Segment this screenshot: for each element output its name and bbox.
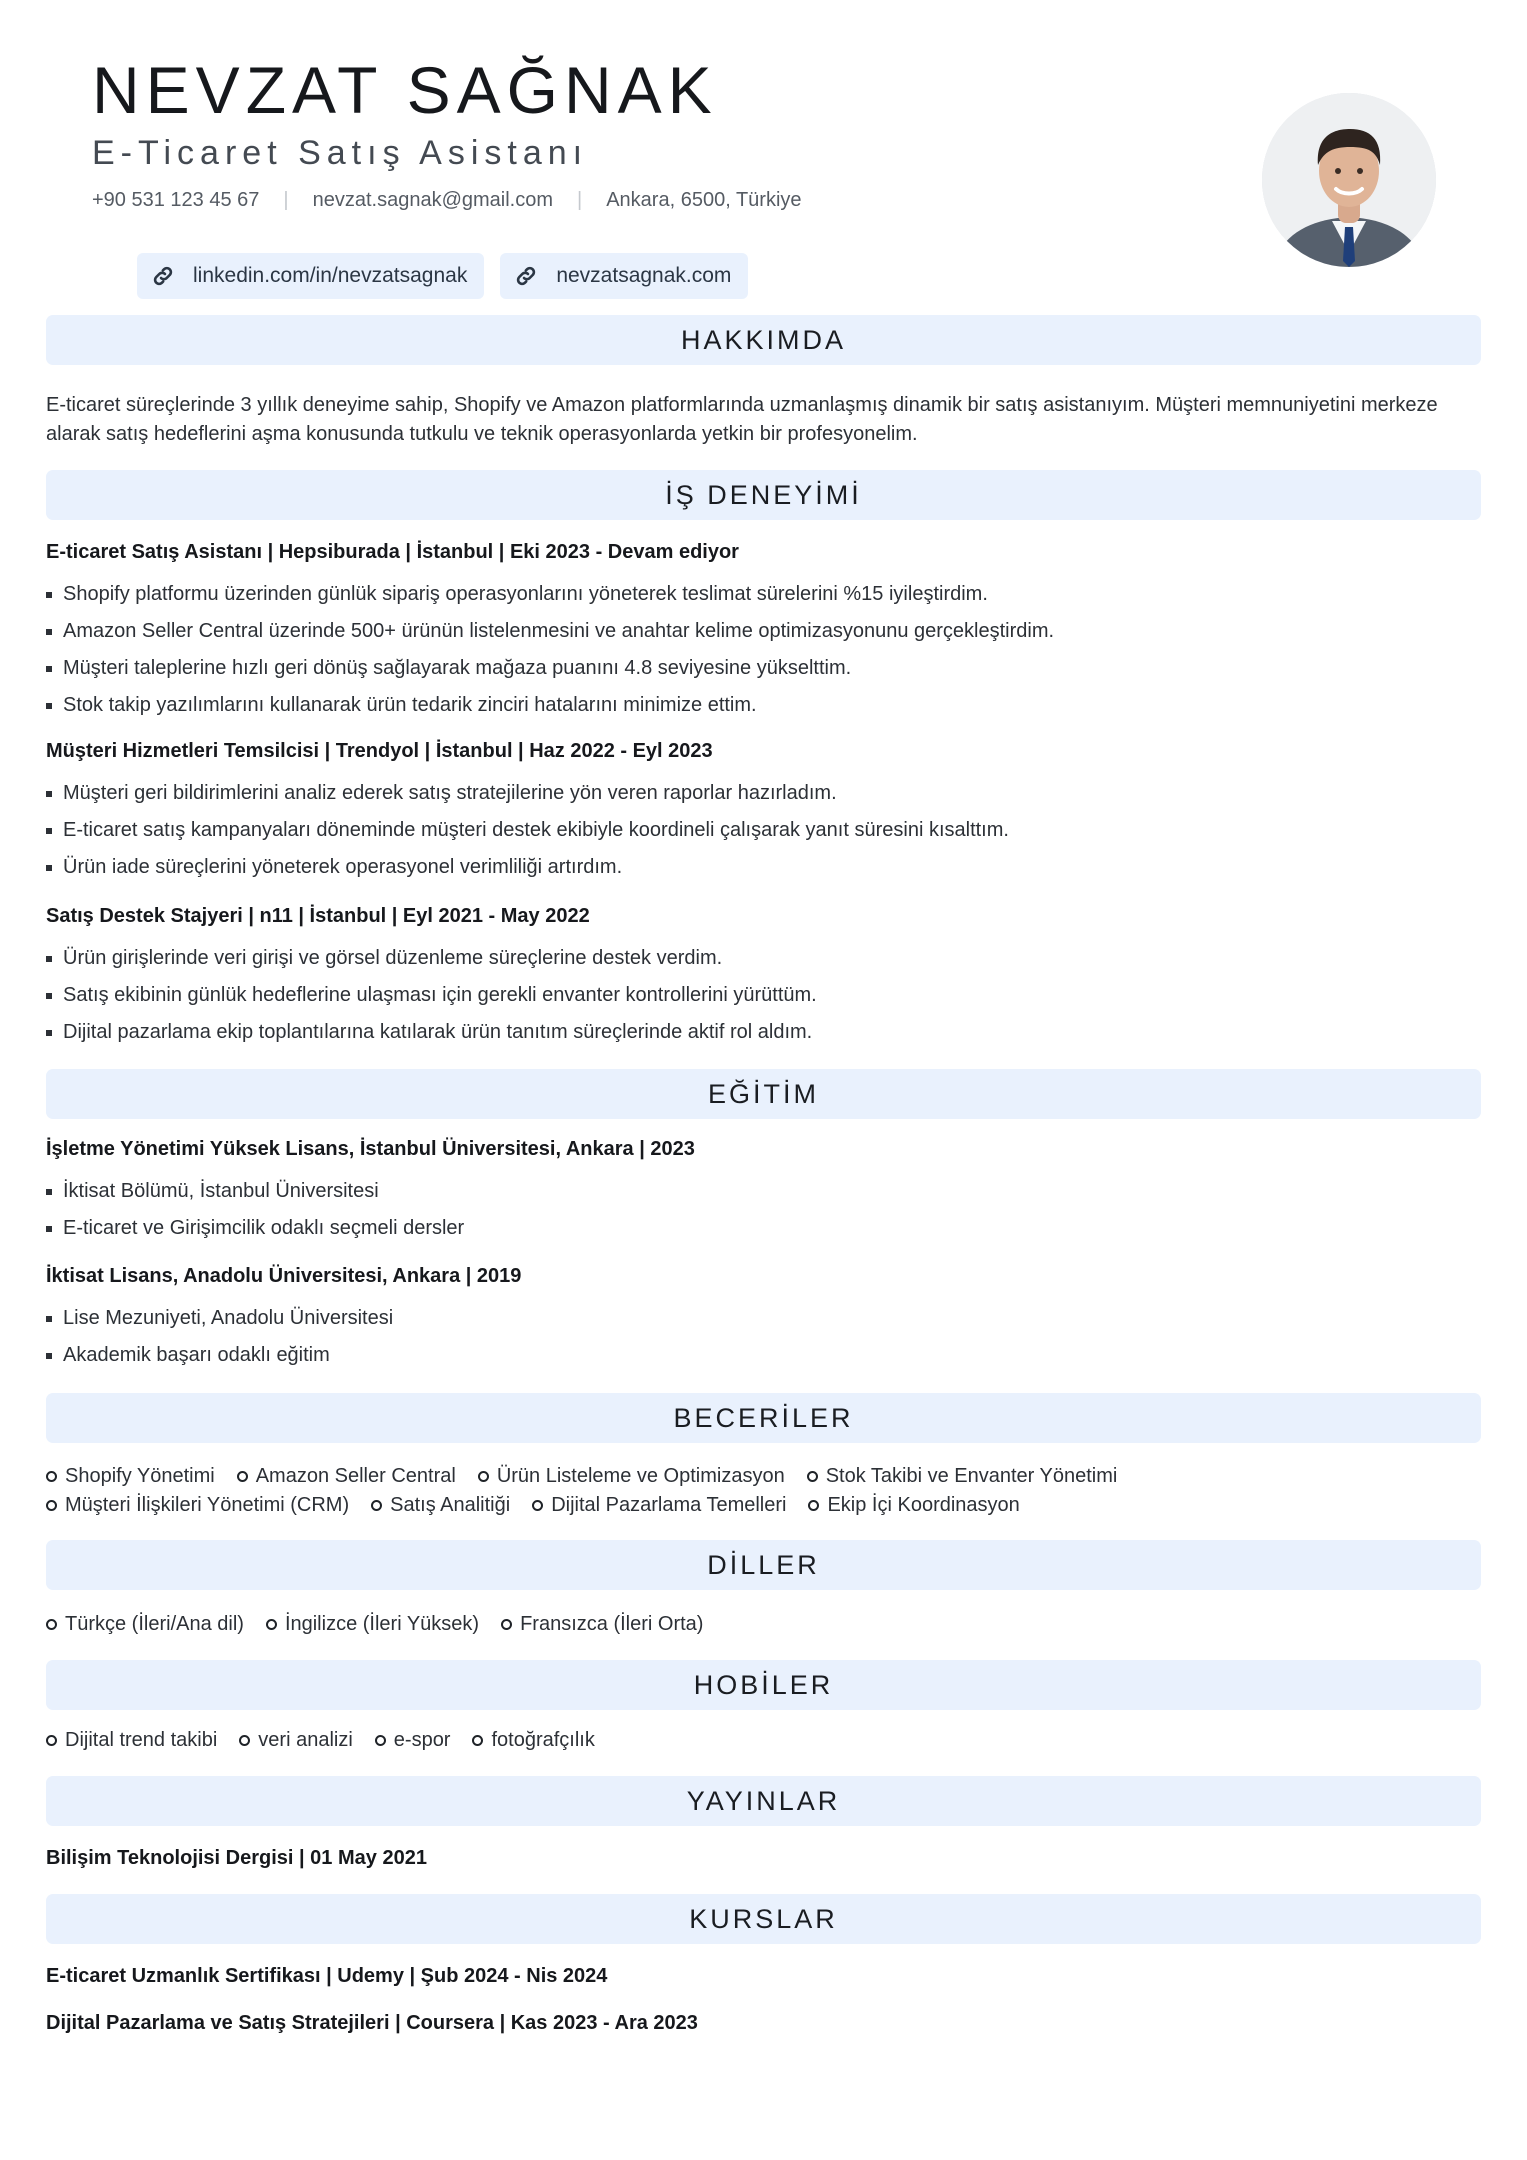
hobbies-row: [46, 1726, 617, 1755]
language-label: Fransızca (İleri Orta): [520, 1613, 704, 1635]
hobby-item: [239, 1729, 352, 1752]
skill-label: Ürün Listeleme ve Optimizasyon: [496, 1465, 785, 1487]
about-text: E-ticaret süreçlerinde 3 yıllık deneyime sahip, Shopify ve Amazon platformlarında uzmanlaşmış dinamik bir satış asistanıyım. Müşteri memnuniyetini merkeze alarak satış hedeflerini aşma konusunda tutkulu ve teknik operasyonlarda yetkin bir profesyonelim.: [46, 394, 1438, 445]
list-item: Amazon Seller Central üzerinde 500+ ürünün listelenmesini ve anahtar kelime optimizasyonunu gerçekleştirdim.: [46, 613, 1054, 650]
circle-bullet-icon: [371, 1500, 382, 1511]
skill-label: Shopify Yönetimi: [65, 1465, 215, 1487]
location: Ankara, 6500, Türkiye: [606, 189, 802, 211]
website-link-text: nevzatsagnak.com: [556, 264, 732, 287]
skills-list: [46, 1462, 1139, 1520]
profile-links: [137, 253, 748, 299]
language-item: [266, 1613, 479, 1636]
profile-photo: [1262, 93, 1436, 267]
list-item: Müşteri taleplerine hızlı geri dönüş sağlayarak mağaza puanını 4.8 seviyesine yükselttim.: [46, 650, 1054, 687]
skills-row: [46, 1491, 1139, 1520]
list-item: E-ticaret satış kampanyaları döneminde müşteri destek ekibiyle koordineli çalışarak yanıt süresini kısalttım.: [46, 812, 1009, 849]
linkedin-link[interactable]: [137, 253, 484, 299]
contact-line: [92, 189, 802, 212]
list-item: Akademik başarı odaklı eğitim: [46, 1337, 393, 1374]
circle-bullet-icon: [46, 1500, 57, 1511]
circle-bullet-icon: [532, 1500, 543, 1511]
list-item: Satış ekibinin günlük hedeflerine ulaşması için gerekli envanter kontrollerini yürüttüm.: [46, 977, 817, 1014]
circle-bullet-icon: [266, 1619, 277, 1630]
hobby-item: [472, 1729, 594, 1752]
skill-item: [808, 1494, 1019, 1517]
website-link[interactable]: [500, 253, 748, 299]
hobby-label: fotoğrafçılık: [491, 1729, 595, 1751]
hobby-item: [375, 1729, 451, 1752]
circle-bullet-icon: [375, 1735, 386, 1746]
skill-item: [371, 1494, 510, 1517]
list-item: İktisat Bölümü, İstanbul Üniversitesi: [46, 1173, 464, 1210]
language-label: Türkçe (İleri/Ana dil): [65, 1613, 244, 1635]
skill-item: [478, 1465, 785, 1488]
hobby-label: veri analizi: [258, 1729, 353, 1751]
publication-item: Bilişim Teknolojisi Dergisi | 01 May 2021: [46, 1847, 427, 1869]
circle-bullet-icon: [46, 1735, 57, 1746]
languages-row: [46, 1610, 725, 1639]
publications-section-header: YAYINLAR: [46, 1776, 1481, 1826]
avatar: [1262, 93, 1436, 267]
skill-label: Müşteri İlişkileri Yönetimi (CRM): [65, 1494, 350, 1516]
experience-section-header: İŞ DENEYİMİ: [46, 470, 1481, 520]
hobby-item: [46, 1729, 217, 1752]
email-address[interactable]: nevzat.sagnak@gmail.com: [312, 189, 554, 211]
language-label: İngilizce (İleri Yüksek): [284, 1613, 480, 1635]
education-title: İşletme Yönetimi Yüksek Lisans, İstanbul Üniversitesi, Ankara | 2023: [46, 1138, 695, 1160]
skill-item: [46, 1465, 215, 1488]
skills-section-header: BECERİLER: [46, 1393, 1481, 1443]
candidate-role: E-Ticaret Satış Asistanı: [92, 134, 589, 172]
skill-label: Satış Analitiği: [390, 1494, 511, 1516]
skill-item: [46, 1494, 349, 1517]
contact-separator: |: [283, 189, 289, 211]
course-item: Dijital Pazarlama ve Satış Stratejileri | Coursera | Kas 2023 - Ara 2023: [46, 2012, 698, 2034]
link-icon: [151, 264, 175, 288]
circle-bullet-icon: [237, 1471, 248, 1482]
circle-bullet-icon: [807, 1471, 818, 1482]
resume-header: [46, 0, 1481, 312]
circle-bullet-icon: [478, 1471, 489, 1482]
education-title: İktisat Lisans, Anadolu Üniversitesi, Ankara | 2019: [46, 1265, 522, 1287]
job-bullets: [46, 576, 1054, 724]
skill-item: [807, 1465, 1118, 1488]
job-title: E-ticaret Satış Asistanı | Hepsiburada | İstanbul | Eki 2023 - Devam ediyor: [46, 541, 739, 563]
skills-row: [46, 1462, 1139, 1491]
list-item: E-ticaret ve Girişimcilik odaklı seçmeli dersler: [46, 1210, 464, 1247]
skill-label: Amazon Seller Central: [255, 1465, 456, 1487]
courses-section-header: KURSLAR: [46, 1894, 1481, 1944]
skill-item: [532, 1494, 786, 1517]
education-section-header: EĞİTİM: [46, 1069, 1481, 1119]
language-item: [501, 1613, 703, 1636]
link-icon: [514, 264, 538, 288]
skill-item: [237, 1465, 456, 1488]
list-item: Dijital pazarlama ekip toplantılarına katılarak ürün tanıtım süreçlerinde aktif rol aldım.: [46, 1014, 817, 1051]
job-bullets: [46, 940, 817, 1051]
list-item: Lise Mezuniyeti, Anadolu Üniversitesi: [46, 1300, 393, 1337]
list-item: Shopify platformu üzerinden günlük sipariş operasyonlarını yöneterek teslimat sürelerini %15 iyileştirdim.: [46, 576, 1054, 613]
hobbies-list: [46, 1726, 617, 1755]
skill-label: Ekip İçi Koordinasyon: [827, 1494, 1020, 1516]
languages-list: [46, 1610, 725, 1639]
education-bullets: [46, 1173, 464, 1247]
education-bullets: [46, 1300, 393, 1374]
contact-separator: |: [577, 189, 583, 211]
circle-bullet-icon: [808, 1500, 819, 1511]
about-section-header: HAKKIMDA: [46, 315, 1481, 365]
job-bullets: [46, 775, 1009, 886]
circle-bullet-icon: [46, 1471, 57, 1482]
languages-section-header: DİLLER: [46, 1540, 1481, 1590]
linkedin-link-text: linkedin.com/in/nevzatsagnak: [193, 264, 468, 287]
candidate-name: NEVZAT SAĞNAK: [92, 53, 718, 127]
course-item: E-ticaret Uzmanlık Sertifikası | Udemy | Şub 2024 - Nis 2024: [46, 1965, 608, 1987]
job-title: Satış Destek Stajyeri | n11 | İstanbul | Eyl 2021 - May 2022: [46, 905, 590, 927]
phone-number: +90 531 123 45 67: [92, 189, 260, 211]
list-item: Stok takip yazılımlarını kullanarak ürün tedarik zinciri hatalarını minimize ettim.: [46, 687, 1054, 724]
circle-bullet-icon: [239, 1735, 250, 1746]
job-title: Müşteri Hizmetleri Temsilcisi | Trendyol | İstanbul | Haz 2022 - Eyl 2023: [46, 740, 713, 762]
circle-bullet-icon: [501, 1619, 512, 1630]
circle-bullet-icon: [46, 1619, 57, 1630]
skill-label: Stok Takibi ve Envanter Yönetimi: [825, 1465, 1118, 1487]
list-item: Müşteri geri bildirimlerini analiz ederek satış stratejilerine yön veren raporlar hazırladım.: [46, 775, 1009, 812]
hobby-label: e-spor: [393, 1729, 451, 1751]
hobby-label: Dijital trend takibi: [65, 1729, 218, 1751]
language-item: [46, 1613, 244, 1636]
skill-label: Dijital Pazarlama Temelleri: [551, 1494, 787, 1516]
list-item: Ürün girişlerinde veri girişi ve görsel düzenleme süreçlerine destek verdim.: [46, 940, 817, 977]
list-item: Ürün iade süreçlerini yöneterek operasyonel verimliliği artırdım.: [46, 849, 1009, 886]
circle-bullet-icon: [472, 1735, 483, 1746]
hobbies-section-header: HOBİLER: [46, 1660, 1481, 1710]
